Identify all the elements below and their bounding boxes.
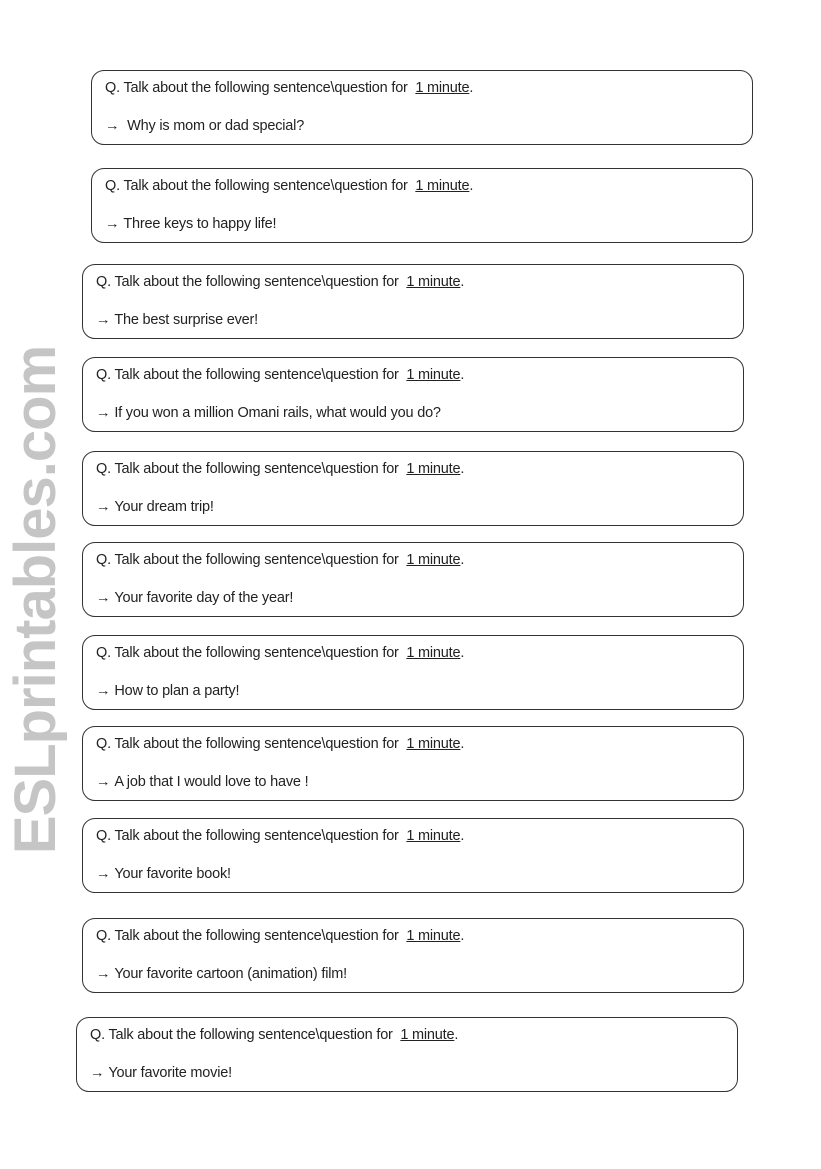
- arrow-icon: →: [96, 312, 111, 328]
- topic-line: [96, 866, 231, 882]
- question-prompt: [96, 828, 464, 844]
- topic-text: Why is mom or dad special?: [123, 118, 305, 134]
- topic-text: Three keys to happy life!: [123, 216, 277, 232]
- prompt-prefix: Q. Talk about the following sentence\question for: [96, 367, 407, 383]
- question-prompt: [96, 367, 464, 383]
- topic-line: [96, 966, 347, 982]
- topic-text: If you won a million Omani rails, what would you do?: [114, 405, 441, 421]
- watermark: ESLprintables.com: [3, 345, 68, 855]
- prompt-prefix: Q. Talk about the following sentence\question for: [90, 1027, 401, 1043]
- question-card: [82, 635, 744, 710]
- arrow-icon: →: [96, 499, 111, 515]
- prompt-suffix: .: [454, 1027, 459, 1043]
- arrow-icon: →: [96, 866, 111, 882]
- topic-text: Your favorite book!: [114, 866, 231, 882]
- question-card: [91, 70, 753, 145]
- topic-line: [105, 118, 304, 134]
- prompt-suffix: .: [460, 367, 465, 383]
- prompt-duration: 1 minute: [406, 274, 461, 290]
- topic-text: How to plan a party!: [114, 683, 240, 699]
- topic-line: [105, 216, 276, 232]
- question-card: [82, 451, 744, 526]
- prompt-suffix: .: [460, 274, 465, 290]
- prompt-duration: 1 minute: [406, 552, 461, 568]
- prompt-suffix: .: [460, 928, 465, 944]
- topic-line: [96, 683, 239, 699]
- prompt-suffix: .: [469, 80, 474, 96]
- question-prompt: [96, 736, 464, 752]
- question-prompt: [105, 80, 473, 96]
- arrow-icon: →: [96, 405, 111, 421]
- prompt-duration: 1 minute: [415, 178, 470, 194]
- topic-text: Your favorite day of the year!: [114, 590, 294, 606]
- question-card: [82, 918, 744, 993]
- prompt-prefix: Q. Talk about the following sentence\question for: [96, 645, 407, 661]
- topic-line: [96, 312, 258, 328]
- topic-text: Your favorite cartoon (animation) film!: [114, 966, 347, 982]
- question-prompt: [96, 274, 464, 290]
- prompt-duration: 1 minute: [406, 928, 461, 944]
- question-card: [82, 264, 744, 339]
- prompt-suffix: .: [460, 828, 465, 844]
- prompt-suffix: .: [469, 178, 474, 194]
- topic-text: The best surprise ever!: [114, 312, 258, 328]
- prompt-prefix: Q. Talk about the following sentence\question for: [96, 928, 407, 944]
- question-card: [91, 168, 753, 243]
- prompt-duration: 1 minute: [400, 1027, 455, 1043]
- question-prompt: [96, 461, 464, 477]
- question-card: [82, 542, 744, 617]
- topic-line: [96, 405, 441, 421]
- arrow-icon: →: [96, 966, 111, 982]
- prompt-suffix: .: [460, 736, 465, 752]
- prompt-duration: 1 minute: [415, 80, 470, 96]
- topic-line: [90, 1065, 232, 1081]
- question-card: [82, 818, 744, 893]
- prompt-prefix: Q. Talk about the following sentence\question for: [96, 552, 407, 568]
- prompt-suffix: .: [460, 461, 465, 477]
- prompt-duration: 1 minute: [406, 736, 461, 752]
- prompt-suffix: .: [460, 552, 465, 568]
- prompt-prefix: Q. Talk about the following sentence\question for: [96, 828, 407, 844]
- prompt-prefix: Q. Talk about the following sentence\question for: [105, 80, 416, 96]
- prompt-prefix: Q. Talk about the following sentence\question for: [96, 274, 407, 290]
- prompt-prefix: Q. Talk about the following sentence\question for: [96, 736, 407, 752]
- topic-line: [96, 590, 293, 606]
- arrow-icon: →: [105, 118, 120, 134]
- arrow-icon: →: [96, 590, 111, 606]
- topic-text: A job that I would love to have !: [114, 774, 309, 790]
- question-prompt: [96, 552, 464, 568]
- question-prompt: [96, 928, 464, 944]
- question-card: [82, 357, 744, 432]
- prompt-duration: 1 minute: [406, 461, 461, 477]
- arrow-icon: →: [105, 216, 120, 232]
- topic-line: [96, 499, 214, 515]
- prompt-prefix: Q. Talk about the following sentence\question for: [105, 178, 416, 194]
- question-card: [76, 1017, 738, 1092]
- topic-line: [96, 774, 308, 790]
- arrow-icon: →: [90, 1065, 105, 1081]
- prompt-duration: 1 minute: [406, 645, 461, 661]
- question-prompt: [96, 645, 464, 661]
- arrow-icon: →: [96, 683, 111, 699]
- prompt-suffix: .: [460, 645, 465, 661]
- prompt-prefix: Q. Talk about the following sentence\question for: [96, 461, 407, 477]
- arrow-icon: →: [96, 774, 111, 790]
- prompt-duration: 1 minute: [406, 828, 461, 844]
- question-prompt: [90, 1027, 458, 1043]
- topic-text: Your dream trip!: [114, 499, 214, 515]
- prompt-duration: 1 minute: [406, 367, 461, 383]
- question-card: [82, 726, 744, 801]
- topic-text: Your favorite movie!: [108, 1065, 232, 1081]
- question-prompt: [105, 178, 473, 194]
